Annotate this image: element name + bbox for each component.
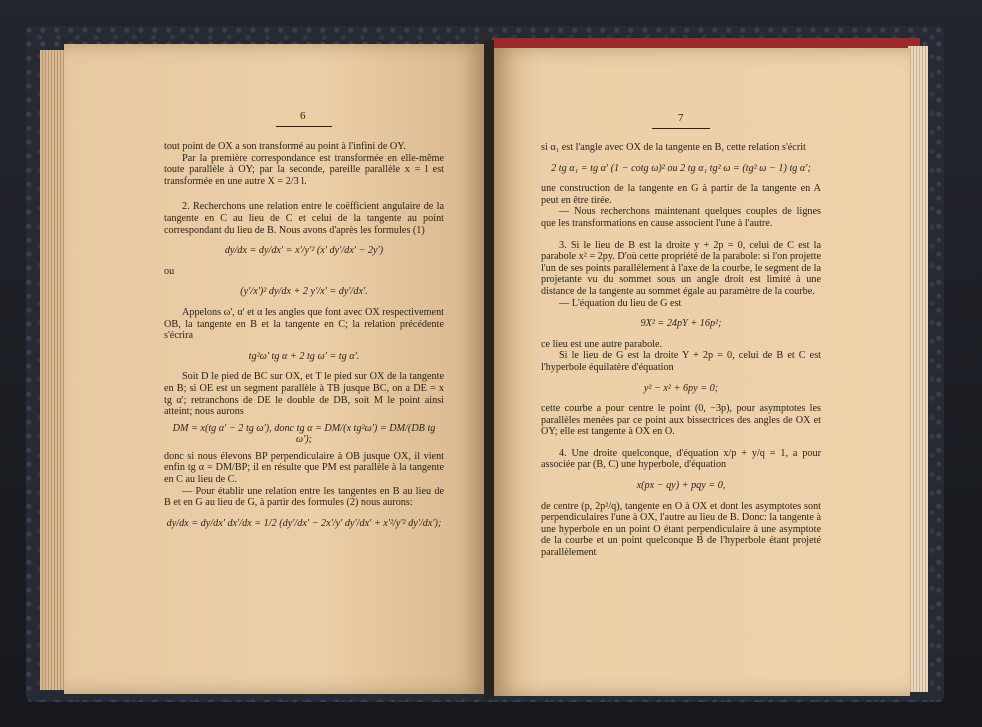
- book-gutter: [484, 40, 494, 700]
- left-equation: tg²ω' tg α + 2 tg ω' = tg α'.: [248, 350, 360, 362]
- left-paragraph: tout point de OX a son transformé au point à l'infini de OY.: [164, 141, 406, 152]
- right-page-edges: [908, 46, 928, 692]
- left-paragraph: — Pour établir une relation entre les tangentes en B au lieu de B et en G au lieu de G, à partir des formules (2) nous aurons:: [164, 485, 444, 509]
- left-page-number-rule: [276, 126, 332, 127]
- right-page-text: [541, 142, 821, 559]
- left-equation: dy/dx = dy/dx' = x'/y'² (x' dy'/dx' − 2y'): [224, 245, 384, 257]
- right-page-number: 7: [678, 112, 684, 124]
- left-paragraph: Appelons ω', α' et α les angles que font avec OX respectivement OB, la tangente en B et la tangente en C; la relation précédente s'écrira: [164, 306, 444, 342]
- left-equation: dy/dx = dy/dx' dx'/dx = 1/2 (dy'/dx' − 2x'/y' dy'/dx' + x'²/y'² dy'/dx');: [166, 517, 442, 529]
- right-paragraph: si α₁ est l'angle avec OX de la tangente en B, cette relation s'écrit: [541, 142, 806, 153]
- right-paragraph: ce lieu est une autre parabole.: [541, 338, 663, 350]
- right-paragraph: de centre (p, 2p²/q), tangente en O à OX et dont les asymptotes sont perpendiculaires l'une à OX, l'autre au lieu de B. Donc: la tangente à une hyperbole en un point O étant perpendiculaire à une asymptote de la courbe et un point quelconque B de l'hyperbole étant projeté parallèlement: [541, 500, 821, 559]
- right-paragraph: 3. Si le lieu de B est la droite y + 2p = 0, celui de C est la parabole x² = 2py. D'où cette propriété de la parabole: si l'on projette l'un de ses points parallèlement à l'axe de la courbe, le segment de la projetante vu du sommet sous un angle droit est limité à une distance de la tangente au sommet égale au paramètre de la courbe.: [541, 239, 821, 297]
- left-paragraph: 2. Recherchons une relation entre le coëfficient angulaire de la tangente en C au lieu de C et celui de la tangente au point correspondant du lieu de B. Nous avons d'après les formules (1): [164, 201, 444, 236]
- right-page-number-rule: [652, 128, 710, 129]
- left-equation: (y'/x')² dy/dx + 2 y'/x' = dy'/dx'.: [240, 286, 368, 298]
- right-equation: x(px − qy) + pqy = 0,: [636, 480, 726, 492]
- left-equation: DM = x(tg α' − 2 tg ω'), donc tg α = DM/(x tg²ω') = DM/(DB tg ω');: [172, 422, 436, 446]
- right-paragraph: une construction de la tangente en G à partir de la tangente en A peut en être tirée.: [541, 183, 821, 206]
- right-paragraph: Si le lieu de G est la droite Y + 2p = 0, celui de B et C est l'hyperbole équilatère d'équation: [541, 350, 821, 373]
- right-paragraph: 4. Une droite quelconque, d'équation x/p + y/q = 1, a pour associée par (B, C) une hyperbole, d'équation: [541, 447, 821, 471]
- left-page-edges: [40, 50, 64, 690]
- right-equation: 9X² = 24pY + 16p²;: [640, 318, 722, 330]
- left-paragraph: donc si nous élevons BP perpendiculaire à OB jusque OX, il vient enfin tg α = DM/BP; il en résulte que PM est parallèle à la tangente en C au lieu de C.: [164, 450, 444, 486]
- left-page-number: 6: [300, 110, 306, 122]
- right-paragraph: — L'équation du lieu de G est: [559, 297, 682, 309]
- left-paragraph: ou: [164, 265, 175, 277]
- left-paragraph: Par la première correspondance est transformée en elle-même toute parallèle à OY; par la seconde, pareille parallèle x = l est transformée en une autre X = 2/3 l.: [164, 152, 444, 187]
- right-paragraph: cette courbe a pour centre le point (0, −3p), pour asymptotes les parallèles menées par ce point aux bissectrices des angles de OX et OY; elle est tangente à OX en O.: [541, 403, 821, 438]
- left-page-text: [164, 141, 444, 538]
- left-paragraph: Soit D le pied de BC sur OX, et T le pied sur OX de la tangente en B; si OE est un segment parallèle à TB jusque BC, on a DE = x tg α'; retranchons de DE le double de DB, soit M le point ainsi atteint; nous aurons: [164, 371, 444, 418]
- right-paragraph: — Nous recherchons maintenant quelques couples de lignes que les transformations en cause associent l'une à l'autre.: [541, 206, 821, 229]
- right-equation: 2 tg α₁ = tg α' (1 − cotg ω)² ou 2 tg α₁ tg² ω = (tg² ω − 1) tg α';: [551, 162, 811, 174]
- right-equation: y² − x² + 6py = 0;: [643, 382, 719, 394]
